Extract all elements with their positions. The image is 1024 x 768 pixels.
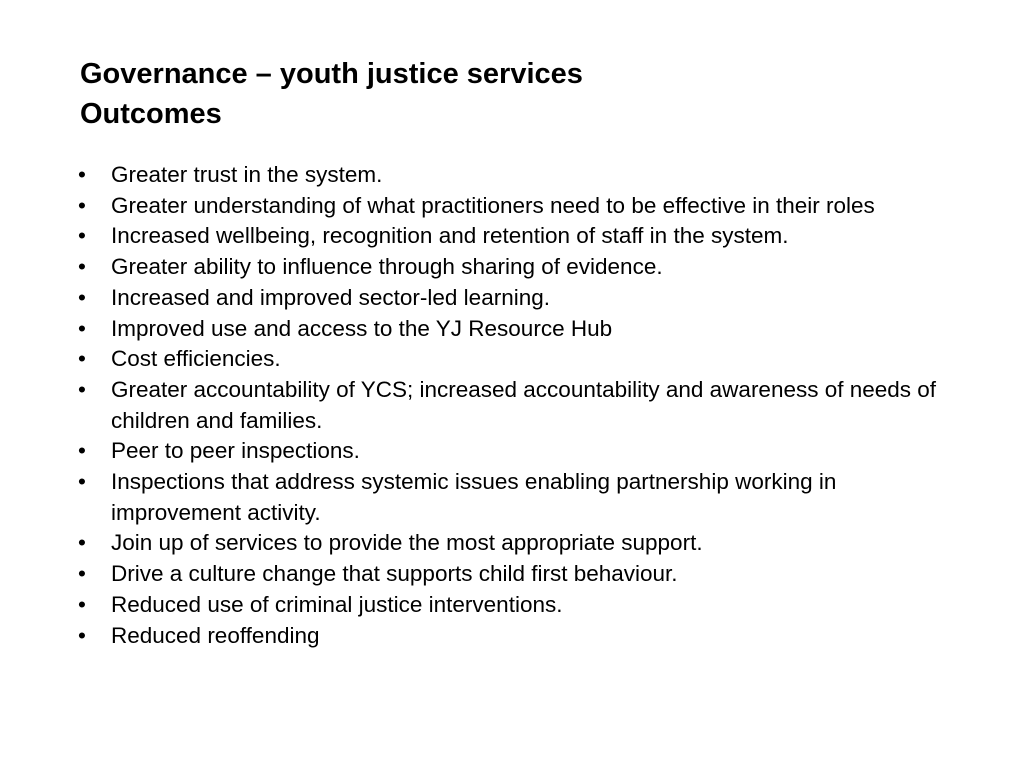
list-item-text: Improved use and access to the YJ Resource Hub <box>111 315 613 341</box>
bullet-icon: • <box>78 376 86 402</box>
list-item <box>76 467 956 528</box>
list-item-text: Drive a culture change that supports child first behaviour. <box>111 561 678 587</box>
bullet-icon: • <box>78 622 86 648</box>
list-item-text: Reduced reoffending <box>111 622 320 648</box>
list-item-text: Cost efficiencies. <box>111 346 281 372</box>
list-item-text: Greater understanding of what practitioners need to be effective in their roles <box>111 192 875 218</box>
outcomes-list <box>76 160 956 651</box>
list-item <box>76 559 956 590</box>
bullet-icon: • <box>78 162 86 187</box>
bullet-icon: • <box>78 591 86 617</box>
list-item-text: Reduced use of criminal justice interventions. <box>111 591 563 617</box>
bullet-icon: • <box>78 469 86 495</box>
list-item-text: Greater accountability of YCS; increased accountability and awareness of needs of children and families. <box>111 376 937 433</box>
list-item <box>76 344 956 375</box>
list-item <box>76 314 956 345</box>
bullet-icon: • <box>78 315 86 341</box>
list-item <box>76 436 956 467</box>
bullet-icon: • <box>78 561 86 587</box>
list-item <box>76 221 956 252</box>
list-item-text: Increased wellbeing, recognition and retention of staff in the system. <box>111 223 789 249</box>
list-item <box>76 160 956 191</box>
bullet-icon: • <box>78 346 86 372</box>
bullet-icon: • <box>78 438 86 464</box>
title-line-1: Governance – youth justice services <box>80 58 583 90</box>
bullet-icon: • <box>78 254 86 280</box>
list-item <box>76 590 956 621</box>
list-item-text: Increased and improved sector-led learning. <box>111 284 550 310</box>
bullet-icon: • <box>78 192 86 218</box>
bullet-icon: • <box>78 530 86 556</box>
list-item <box>76 621 956 652</box>
list-item-text: Greater ability to influence through sharing of evidence. <box>111 254 663 280</box>
list-item-text: Greater trust in the system. <box>111 162 383 187</box>
bullet-icon: • <box>78 284 86 310</box>
list-item <box>76 283 956 314</box>
list-item-text: Inspections that address systemic issues enabling partnership working in improvement activity. <box>111 469 837 525</box>
list-item <box>76 252 956 283</box>
list-item-text: Peer to peer inspections. <box>111 438 360 464</box>
list-item-text: Join up of services to provide the most appropriate support. <box>111 530 703 556</box>
list-item <box>76 191 956 222</box>
list-item <box>76 375 956 436</box>
list-item <box>76 528 956 559</box>
title-line-2: Outcomes <box>80 98 222 130</box>
bullet-icon: • <box>78 223 86 249</box>
slide-title <box>80 54 583 134</box>
